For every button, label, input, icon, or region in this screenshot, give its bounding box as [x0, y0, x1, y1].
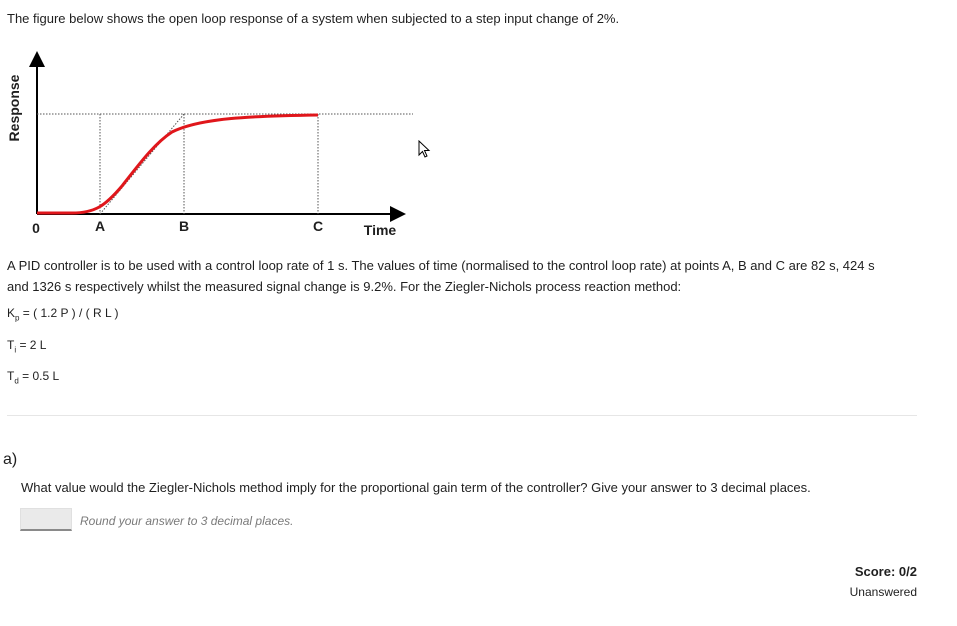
problem-paragraph [7, 255, 907, 297]
y-axis-label: Response [6, 74, 22, 142]
x-axis-label: Time [363, 222, 397, 238]
question-text: What value would the Ziegler-Nichols method imply for the proportional gain term of the controller? Give your answer to 3 decimal places. [21, 480, 811, 495]
mouse-cursor-icon [418, 140, 434, 160]
kp-formula: $K_p$ = ( 1.2 P ) / ( R L ) [7, 306, 119, 323]
problem-line-2: and 1326 s respectively whilst the measured signal change is 9.2%. For the Ziegler-Nichols process reaction method: [7, 279, 682, 294]
score-label: Score: 0/2 [854, 564, 917, 579]
tangent-line [100, 114, 184, 214]
response-figure [0, 38, 420, 248]
point-a-label: A [94, 218, 106, 234]
ti-formula: $T_i = 2$ L [7, 338, 47, 355]
response-curve [37, 115, 318, 213]
point-c-label: C [312, 218, 324, 234]
part-label: a) [3, 451, 18, 468]
origin-label: 0 [32, 220, 40, 236]
answer-hint: Round your answer to 3 decimal places. [80, 514, 294, 528]
problem-line-1: A PID controller is to be used with a control loop rate of 1 s. The values of time (normalised to the control loop rate) at points A, B and C are 82 s, 424 s [7, 258, 875, 273]
status-label: Unanswered [849, 585, 917, 599]
point-b-label: B [178, 218, 190, 234]
intro-text: The figure below shows the open loop response of a system when subjected to a step input change of 2%. [7, 11, 620, 26]
td-formula: $T_d = 0.5$ L [7, 369, 60, 386]
section-divider [7, 415, 917, 416]
answer-input[interactable] [20, 508, 72, 531]
